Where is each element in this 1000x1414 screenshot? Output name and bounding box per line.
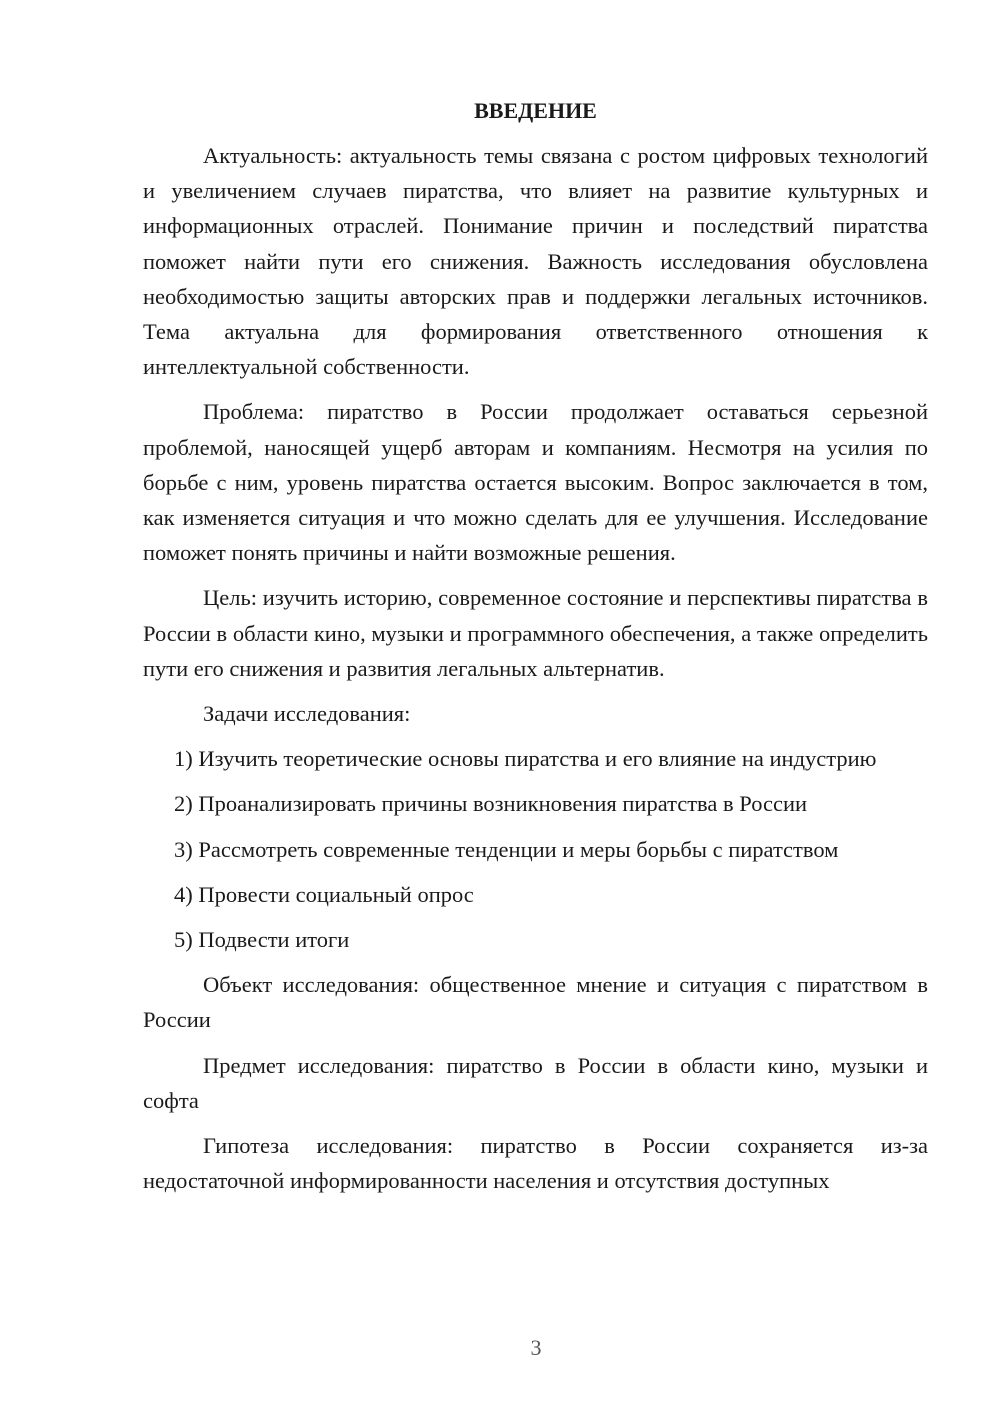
object-paragraph: Объект исследования: общественное мнение и ситуация с пиратством в России — [143, 972, 928, 1033]
tasks-heading: Задачи исследования: — [203, 701, 411, 727]
section-title: ВВЕДЕНИЕ — [474, 98, 597, 123]
relevance-paragraph: Актуальность: актуальность темы связана с ростом цифровых технологий и увеличением случаев пиратства, что влияет на развитие культурных и информационных отраслей. Понимание причин и последствий пиратства поможет найти пути его снижения. Важность исследования обусловлена необходимостью защиты авторских прав и поддержки легальных источников. Тема актуальна для формирования ответственного отношения к интеллектуальной собственности. — [143, 143, 928, 380]
subject-paragraph: Предмет исследования: пиратство в России в области кино, музыки и софта — [143, 1052, 928, 1113]
task-item-5: 5) Подвести итоги — [174, 927, 350, 953]
task-item-3: 3) Рассмотреть современные тенденции и меры борьбы с пиратством — [174, 836, 839, 862]
task-item-1: 1) Изучить теоретические основы пиратства и его влияние на индустрию — [174, 746, 877, 772]
goal-paragraph: Цель: изучить историю, современное состояние и перспективы пиратства в России в области кино, музыки и программного обеспечения, а также определить пути его снижения и развития легальных альтернатив. — [143, 585, 928, 681]
hypothesis-paragraph: Гипотеза исследования: пиратство в России сохраняется из-за недостаточной информированности населения и отсутствия доступных — [143, 1133, 928, 1194]
task-item-2: 2) Проанализировать причины возникновения пиратства в России — [174, 791, 808, 817]
page-content — [143, 93, 928, 1208]
problem-paragraph: Проблема: пиратство в России продолжает оставаться серьезной проблемой, наносящей ущерб авторам и компаниям. Несмотря на усилия по борьбе с ним, уровень пиратства остается высоким. Вопрос заключается в том, как изменяется ситуация и что можно сделать для ее улучшения. Исследование поможет понять причины и найти возможные решения. — [143, 399, 928, 566]
task-item-4: 4) Провести социальный опрос — [174, 881, 474, 907]
page-number: 3 — [530, 1335, 542, 1360]
